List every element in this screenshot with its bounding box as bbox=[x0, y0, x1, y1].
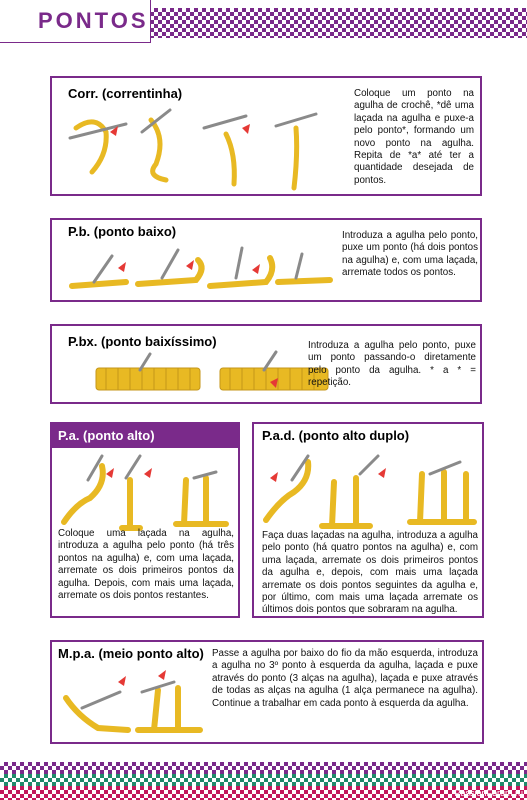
section-pbx-title: P.bx. (ponto baixíssimo) bbox=[68, 334, 217, 349]
section-mpa-title: M.p.a. (meio ponto alto) bbox=[58, 646, 204, 661]
header-box bbox=[0, 0, 151, 43]
section-corr-title: Corr. (correntinha) bbox=[68, 86, 183, 101]
pad-illustration bbox=[260, 452, 480, 530]
section-mpa-text: Passe a agulha por baixo do fio da mão esquerda, introduza a agulha no 3º ponto à esquerda da agulha, laçada e puxe através do ponto (3 alças na agulha), laçada e puxe através de todas as alças na agulha (1 alça permanece na agulha). Continue a trabalhar em cada ponto à esquerda da agulha. bbox=[212, 648, 478, 709]
page-title: PONTOS bbox=[38, 8, 149, 33]
header-checker-pattern bbox=[150, 8, 527, 38]
section-pad bbox=[252, 422, 484, 618]
footer-checker-pink bbox=[0, 786, 527, 800]
section-mpa bbox=[50, 640, 484, 744]
section-corr-text: Coloque um ponto na agulha de crochê, *dê uma laçada na agulha e puxe-a pelo ponto*, formando um novo ponto na agulha. Repita de *a* até ter a quantidade desejada de pontos. bbox=[354, 88, 474, 186]
section-pb-title: P.b. (ponto baixo) bbox=[68, 224, 177, 239]
mpa-illustration bbox=[58, 668, 208, 738]
footer-watermark: PassionForum.ru bbox=[454, 788, 523, 798]
footer-checker-purple bbox=[0, 762, 527, 774]
pb-illustration bbox=[66, 242, 336, 302]
pbx-illustration bbox=[92, 354, 342, 404]
footer-checker-green bbox=[0, 774, 527, 786]
section-pa-title: P.a. (ponto alto) bbox=[58, 428, 155, 443]
section-pad-text: Faça duas laçadas na agulha, introduza a agulha pelo ponto (há quatro pontos na agulha) e, com uma laçada, arremate os dois primeiros pontos da agulha e, depois, com mais uma laçada arremate os dois pontos seguintes da agulha e, por último, com mais uma laçada arremate os últimos dois pontos que sobraram na agulha. bbox=[262, 530, 478, 616]
section-pb-text: Introduza a agulha pelo ponto, puxe um ponto (há dois pontos na agulha) e, com uma laçada, arremate todos os pontos. bbox=[342, 230, 478, 279]
pa-illustration bbox=[56, 454, 236, 534]
section-pbx bbox=[50, 324, 482, 404]
section-pa bbox=[50, 422, 240, 618]
section-pb bbox=[50, 218, 482, 302]
section-corr bbox=[50, 76, 482, 196]
section-pbx-text: Introduza a agulha pelo ponto, puxe um ponto passando-o diretamente pelo ponto da agulha. * a * = repetição. bbox=[308, 340, 476, 389]
section-pa-text: Coloque uma laçada na agulha, introduza a agulha pelo ponto (há três pontos na agulha) e, com uma laçada, arremate os dois primeiros pontos da agulha. Depois, com mais uma laçada, arremate os dois pontos restantes. bbox=[58, 528, 234, 602]
section-pad-title: P.a.d. (ponto alto duplo) bbox=[262, 428, 410, 443]
corr-illustration bbox=[66, 104, 336, 194]
